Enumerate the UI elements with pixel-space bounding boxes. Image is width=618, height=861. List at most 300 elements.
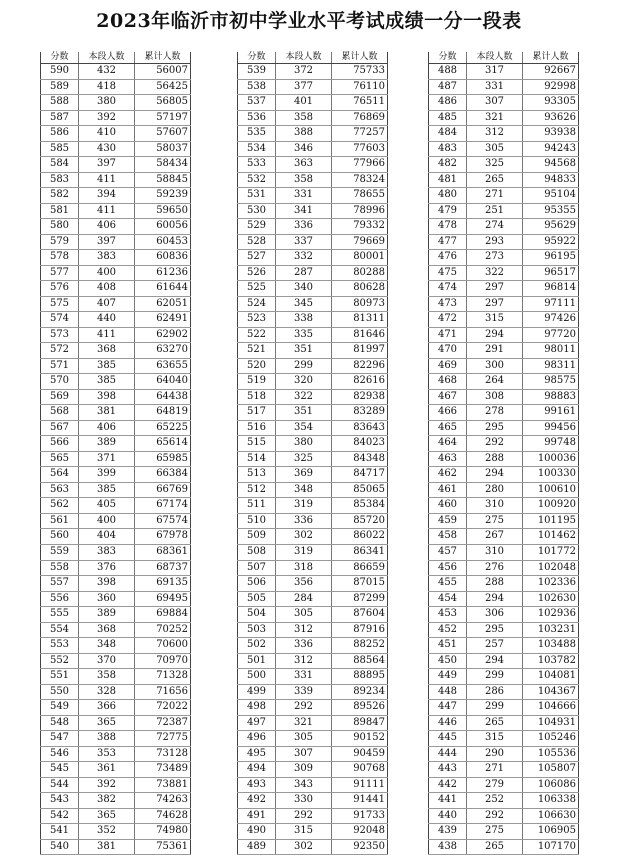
score-cell: 468 xyxy=(429,374,467,390)
table-row xyxy=(41,451,191,467)
table-row xyxy=(41,731,191,747)
count-cell: 274 xyxy=(467,219,523,235)
count-cell: 398 xyxy=(79,389,135,405)
score-cell: 443 xyxy=(429,762,467,778)
score-cell: 454 xyxy=(429,591,467,607)
count-cell: 295 xyxy=(467,622,523,638)
cumulative-cell: 65985 xyxy=(135,451,191,467)
table-row xyxy=(41,560,191,576)
score-cell: 448 xyxy=(429,684,467,700)
cumulative-cell: 57607 xyxy=(135,126,191,142)
score-cell: 473 xyxy=(429,296,467,312)
score-cell: 490 xyxy=(238,824,276,840)
table-row xyxy=(238,203,388,219)
cumulative-cell: 91733 xyxy=(332,808,388,824)
score-cell: 559 xyxy=(41,544,79,560)
count-cell: 310 xyxy=(467,544,523,560)
cumulative-cell: 65225 xyxy=(135,420,191,436)
table-row xyxy=(41,793,191,809)
score-cell: 578 xyxy=(41,250,79,266)
count-cell: 410 xyxy=(79,126,135,142)
count-cell: 279 xyxy=(467,777,523,793)
table-row xyxy=(41,281,191,297)
count-cell: 418 xyxy=(79,79,135,95)
count-cell: 251 xyxy=(467,203,523,219)
table-row xyxy=(429,700,579,716)
score-cell: 586 xyxy=(41,126,79,142)
cumulative-cell: 103488 xyxy=(523,638,579,654)
table-row xyxy=(41,234,191,250)
cumulative-cell: 106086 xyxy=(523,777,579,793)
cumulative-cell: 68361 xyxy=(135,544,191,560)
table-row xyxy=(41,405,191,421)
cumulative-cell: 82616 xyxy=(332,374,388,390)
table-row xyxy=(429,203,579,219)
cumulative-cell: 83289 xyxy=(332,405,388,421)
table-row xyxy=(429,576,579,592)
table-row xyxy=(41,607,191,623)
table-row xyxy=(238,824,388,840)
table-row xyxy=(429,188,579,204)
table-row xyxy=(429,234,579,250)
cumulative-cell: 80628 xyxy=(332,281,388,297)
cumulative-cell: 56805 xyxy=(135,95,191,111)
count-cell: 294 xyxy=(467,653,523,669)
score-cell: 577 xyxy=(41,265,79,281)
cumulative-cell: 81311 xyxy=(332,312,388,328)
count-cell: 284 xyxy=(276,591,332,607)
table-row xyxy=(41,420,191,436)
count-cell: 440 xyxy=(79,312,135,328)
table-row xyxy=(238,544,388,560)
table-row xyxy=(41,296,191,312)
score-cell: 579 xyxy=(41,234,79,250)
table-row xyxy=(429,482,579,498)
count-cell: 341 xyxy=(276,203,332,219)
count-cell: 371 xyxy=(79,451,135,467)
count-cell: 322 xyxy=(467,265,523,281)
cumulative-cell: 104931 xyxy=(523,715,579,731)
table-row xyxy=(238,560,388,576)
count-cell: 294 xyxy=(467,591,523,607)
score-cell: 581 xyxy=(41,203,79,219)
score-cell: 458 xyxy=(429,529,467,545)
header-count: 本段人数 xyxy=(467,52,523,64)
count-cell: 389 xyxy=(79,607,135,623)
score-cell: 461 xyxy=(429,482,467,498)
header-row xyxy=(429,52,579,64)
count-cell: 291 xyxy=(467,343,523,359)
cumulative-cell: 83643 xyxy=(332,420,388,436)
cumulative-cell: 60453 xyxy=(135,234,191,250)
score-cell: 564 xyxy=(41,467,79,483)
count-cell: 404 xyxy=(79,529,135,545)
table-row xyxy=(429,762,579,778)
score-cell: 520 xyxy=(238,358,276,374)
count-cell: 320 xyxy=(276,374,332,390)
score-cell: 438 xyxy=(429,839,467,855)
table-row xyxy=(41,762,191,778)
count-cell: 351 xyxy=(276,343,332,359)
score-cell: 459 xyxy=(429,513,467,529)
cumulative-cell: 70970 xyxy=(135,653,191,669)
cumulative-cell: 71328 xyxy=(135,669,191,685)
score-cell: 460 xyxy=(429,498,467,514)
cumulative-cell: 104367 xyxy=(523,684,579,700)
count-cell: 265 xyxy=(467,839,523,855)
table-row xyxy=(429,731,579,747)
table-row xyxy=(429,172,579,188)
table-row xyxy=(41,746,191,762)
table-row xyxy=(429,420,579,436)
count-cell: 299 xyxy=(467,700,523,716)
header-score: 分数 xyxy=(41,52,79,64)
score-cell: 566 xyxy=(41,436,79,452)
score-cell: 467 xyxy=(429,389,467,405)
cumulative-cell: 99456 xyxy=(523,420,579,436)
table-row xyxy=(429,296,579,312)
score-cell: 507 xyxy=(238,560,276,576)
table-row xyxy=(429,405,579,421)
count-cell: 376 xyxy=(79,560,135,576)
cumulative-cell: 104081 xyxy=(523,669,579,685)
cumulative-cell: 99161 xyxy=(523,405,579,421)
count-cell: 271 xyxy=(467,762,523,778)
score-table-3 xyxy=(428,52,579,855)
score-cell: 510 xyxy=(238,513,276,529)
table-row xyxy=(429,498,579,514)
count-cell: 338 xyxy=(276,312,332,328)
score-cell: 500 xyxy=(238,669,276,685)
count-cell: 290 xyxy=(467,746,523,762)
cumulative-cell: 77257 xyxy=(332,126,388,142)
cumulative-cell: 98883 xyxy=(523,389,579,405)
cumulative-cell: 100036 xyxy=(523,451,579,467)
score-cell: 499 xyxy=(238,684,276,700)
cumulative-cell: 58037 xyxy=(135,141,191,157)
count-cell: 430 xyxy=(79,141,135,157)
cumulative-cell: 96195 xyxy=(523,250,579,266)
count-cell: 358 xyxy=(276,110,332,126)
table-row xyxy=(238,607,388,623)
count-cell: 292 xyxy=(276,808,332,824)
table-row xyxy=(41,265,191,281)
cumulative-cell: 80973 xyxy=(332,296,388,312)
count-cell: 394 xyxy=(79,188,135,204)
cumulative-cell: 87604 xyxy=(332,607,388,623)
score-cell: 563 xyxy=(41,482,79,498)
score-cell: 484 xyxy=(429,126,467,142)
count-cell: 405 xyxy=(79,498,135,514)
cumulative-cell: 100610 xyxy=(523,482,579,498)
score-cell: 466 xyxy=(429,405,467,421)
score-cell: 518 xyxy=(238,389,276,405)
count-cell: 319 xyxy=(276,544,332,560)
cumulative-cell: 74980 xyxy=(135,824,191,840)
cumulative-cell: 103782 xyxy=(523,653,579,669)
count-cell: 368 xyxy=(79,343,135,359)
table-row xyxy=(429,467,579,483)
count-cell: 299 xyxy=(467,669,523,685)
cumulative-cell: 91441 xyxy=(332,793,388,809)
count-cell: 400 xyxy=(79,513,135,529)
count-cell: 352 xyxy=(79,824,135,840)
score-table-2 xyxy=(237,52,388,855)
table-row xyxy=(238,467,388,483)
cumulative-cell: 88895 xyxy=(332,669,388,685)
score-cell: 479 xyxy=(429,203,467,219)
table-row xyxy=(41,343,191,359)
cumulative-cell: 101772 xyxy=(523,544,579,560)
cumulative-cell: 88564 xyxy=(332,653,388,669)
table-row xyxy=(238,312,388,328)
score-cell: 567 xyxy=(41,420,79,436)
cumulative-cell: 79332 xyxy=(332,219,388,235)
score-cell: 439 xyxy=(429,824,467,840)
cumulative-cell: 92998 xyxy=(523,79,579,95)
score-cell: 584 xyxy=(41,157,79,173)
score-cell: 497 xyxy=(238,715,276,731)
count-cell: 280 xyxy=(467,482,523,498)
cumulative-cell: 85065 xyxy=(332,482,388,498)
table-row xyxy=(41,203,191,219)
count-cell: 325 xyxy=(276,451,332,467)
count-cell: 398 xyxy=(79,576,135,592)
score-cell: 498 xyxy=(238,700,276,716)
table-row xyxy=(41,95,191,111)
count-cell: 356 xyxy=(276,576,332,592)
cumulative-cell: 86341 xyxy=(332,544,388,560)
cumulative-cell: 64819 xyxy=(135,405,191,421)
table-row xyxy=(429,451,579,467)
count-cell: 312 xyxy=(276,653,332,669)
count-cell: 365 xyxy=(79,808,135,824)
table-row xyxy=(238,95,388,111)
score-cell: 480 xyxy=(429,188,467,204)
score-cell: 548 xyxy=(41,715,79,731)
header-cumulative: 累计人数 xyxy=(135,52,191,64)
table-row xyxy=(41,622,191,638)
count-cell: 401 xyxy=(276,95,332,111)
count-cell: 399 xyxy=(79,467,135,483)
cumulative-cell: 95104 xyxy=(523,188,579,204)
cumulative-cell: 95629 xyxy=(523,219,579,235)
table-row xyxy=(238,808,388,824)
cumulative-cell: 84348 xyxy=(332,451,388,467)
cumulative-cell: 106338 xyxy=(523,793,579,809)
table-row xyxy=(41,653,191,669)
cumulative-cell: 81997 xyxy=(332,343,388,359)
cumulative-cell: 64438 xyxy=(135,389,191,405)
score-cell: 539 xyxy=(238,64,276,80)
table-row xyxy=(238,389,388,405)
cumulative-cell: 79669 xyxy=(332,234,388,250)
score-cell: 569 xyxy=(41,389,79,405)
score-cell: 557 xyxy=(41,576,79,592)
table-row xyxy=(429,669,579,685)
cumulative-cell: 85384 xyxy=(332,498,388,514)
table-row xyxy=(238,250,388,266)
score-cell: 523 xyxy=(238,312,276,328)
table-row xyxy=(238,684,388,700)
score-cell: 560 xyxy=(41,529,79,545)
table-row xyxy=(238,343,388,359)
cumulative-cell: 56007 xyxy=(135,64,191,80)
table-row xyxy=(41,250,191,266)
score-cell: 455 xyxy=(429,576,467,592)
cumulative-cell: 98575 xyxy=(523,374,579,390)
count-cell: 315 xyxy=(467,731,523,747)
score-cell: 562 xyxy=(41,498,79,514)
cumulative-cell: 69884 xyxy=(135,607,191,623)
count-cell: 328 xyxy=(79,684,135,700)
score-cell: 547 xyxy=(41,731,79,747)
table-row xyxy=(429,824,579,840)
count-cell: 335 xyxy=(276,327,332,343)
count-cell: 300 xyxy=(467,358,523,374)
count-cell: 336 xyxy=(276,638,332,654)
table-row xyxy=(238,79,388,95)
count-cell: 369 xyxy=(276,467,332,483)
page-title: 2023年临沂市初中学业水平考试成绩一分一段表 xyxy=(96,10,522,32)
cumulative-cell: 62491 xyxy=(135,312,191,328)
cumulative-cell: 84717 xyxy=(332,467,388,483)
table-row xyxy=(238,420,388,436)
cumulative-cell: 87916 xyxy=(332,622,388,638)
score-cell: 583 xyxy=(41,172,79,188)
count-cell: 363 xyxy=(276,157,332,173)
cumulative-cell: 78655 xyxy=(332,188,388,204)
count-cell: 271 xyxy=(467,188,523,204)
table-row xyxy=(41,808,191,824)
table-row xyxy=(238,498,388,514)
score-cell: 556 xyxy=(41,591,79,607)
table-row xyxy=(41,529,191,545)
table-row xyxy=(238,715,388,731)
count-cell: 348 xyxy=(276,482,332,498)
cumulative-cell: 91111 xyxy=(332,777,388,793)
cumulative-cell: 60836 xyxy=(135,250,191,266)
count-cell: 299 xyxy=(276,358,332,374)
cumulative-cell: 81646 xyxy=(332,327,388,343)
cumulative-cell: 88252 xyxy=(332,638,388,654)
score-cell: 470 xyxy=(429,343,467,359)
table-row xyxy=(429,374,579,390)
header-cumulative: 累计人数 xyxy=(332,52,388,64)
count-cell: 354 xyxy=(276,420,332,436)
score-cell: 549 xyxy=(41,700,79,716)
cumulative-cell: 61644 xyxy=(135,281,191,297)
count-cell: 292 xyxy=(467,436,523,452)
count-cell: 406 xyxy=(79,219,135,235)
table-row xyxy=(41,374,191,390)
score-cell: 501 xyxy=(238,653,276,669)
table-row xyxy=(41,467,191,483)
count-cell: 337 xyxy=(276,234,332,250)
count-cell: 388 xyxy=(79,731,135,747)
cumulative-cell: 90768 xyxy=(332,762,388,778)
score-cell: 528 xyxy=(238,234,276,250)
score-cell: 508 xyxy=(238,544,276,560)
cumulative-cell: 102048 xyxy=(523,560,579,576)
score-cell: 477 xyxy=(429,234,467,250)
score-cell: 471 xyxy=(429,327,467,343)
score-cell: 530 xyxy=(238,203,276,219)
table-row xyxy=(238,265,388,281)
cumulative-cell: 93938 xyxy=(523,126,579,142)
score-cell: 540 xyxy=(41,839,79,855)
score-cell: 532 xyxy=(238,172,276,188)
table-row xyxy=(238,327,388,343)
count-cell: 331 xyxy=(276,188,332,204)
cumulative-cell: 87015 xyxy=(332,576,388,592)
count-cell: 346 xyxy=(276,141,332,157)
table-row xyxy=(238,172,388,188)
table-row xyxy=(41,544,191,560)
table-row xyxy=(41,482,191,498)
table-row xyxy=(429,79,579,95)
score-cell: 475 xyxy=(429,265,467,281)
score-cell: 494 xyxy=(238,762,276,778)
table-row xyxy=(41,684,191,700)
cumulative-cell: 106905 xyxy=(523,824,579,840)
score-cell: 450 xyxy=(429,653,467,669)
cumulative-cell: 59239 xyxy=(135,188,191,204)
cumulative-cell: 72775 xyxy=(135,731,191,747)
count-cell: 267 xyxy=(467,529,523,545)
cumulative-cell: 101462 xyxy=(523,529,579,545)
cumulative-cell: 69495 xyxy=(135,591,191,607)
cumulative-cell: 92048 xyxy=(332,824,388,840)
cumulative-cell: 102936 xyxy=(523,607,579,623)
cumulative-cell: 74628 xyxy=(135,808,191,824)
count-cell: 383 xyxy=(79,544,135,560)
score-table-1 xyxy=(40,52,191,855)
score-cell: 452 xyxy=(429,622,467,638)
count-cell: 358 xyxy=(79,669,135,685)
cumulative-cell: 99748 xyxy=(523,436,579,452)
score-cell: 478 xyxy=(429,219,467,235)
score-cell: 573 xyxy=(41,327,79,343)
cumulative-cell: 73489 xyxy=(135,762,191,778)
score-cell: 505 xyxy=(238,591,276,607)
count-cell: 305 xyxy=(276,731,332,747)
score-cell: 580 xyxy=(41,219,79,235)
cumulative-cell: 77603 xyxy=(332,141,388,157)
cumulative-cell: 105536 xyxy=(523,746,579,762)
count-cell: 348 xyxy=(79,638,135,654)
cumulative-cell: 103231 xyxy=(523,622,579,638)
cumulative-cell: 67978 xyxy=(135,529,191,545)
score-cell: 486 xyxy=(429,95,467,111)
cumulative-cell: 82296 xyxy=(332,358,388,374)
count-cell: 406 xyxy=(79,420,135,436)
count-cell: 294 xyxy=(467,467,523,483)
table-row xyxy=(429,544,579,560)
cumulative-cell: 61236 xyxy=(135,265,191,281)
count-cell: 330 xyxy=(276,793,332,809)
score-cell: 590 xyxy=(41,64,79,80)
score-cell: 483 xyxy=(429,141,467,157)
count-cell: 307 xyxy=(467,95,523,111)
score-cell: 482 xyxy=(429,157,467,173)
cumulative-cell: 92667 xyxy=(523,64,579,80)
count-cell: 380 xyxy=(276,436,332,452)
cumulative-cell: 72387 xyxy=(135,715,191,731)
count-cell: 305 xyxy=(276,607,332,623)
table-row xyxy=(41,64,191,80)
table-row xyxy=(429,327,579,343)
